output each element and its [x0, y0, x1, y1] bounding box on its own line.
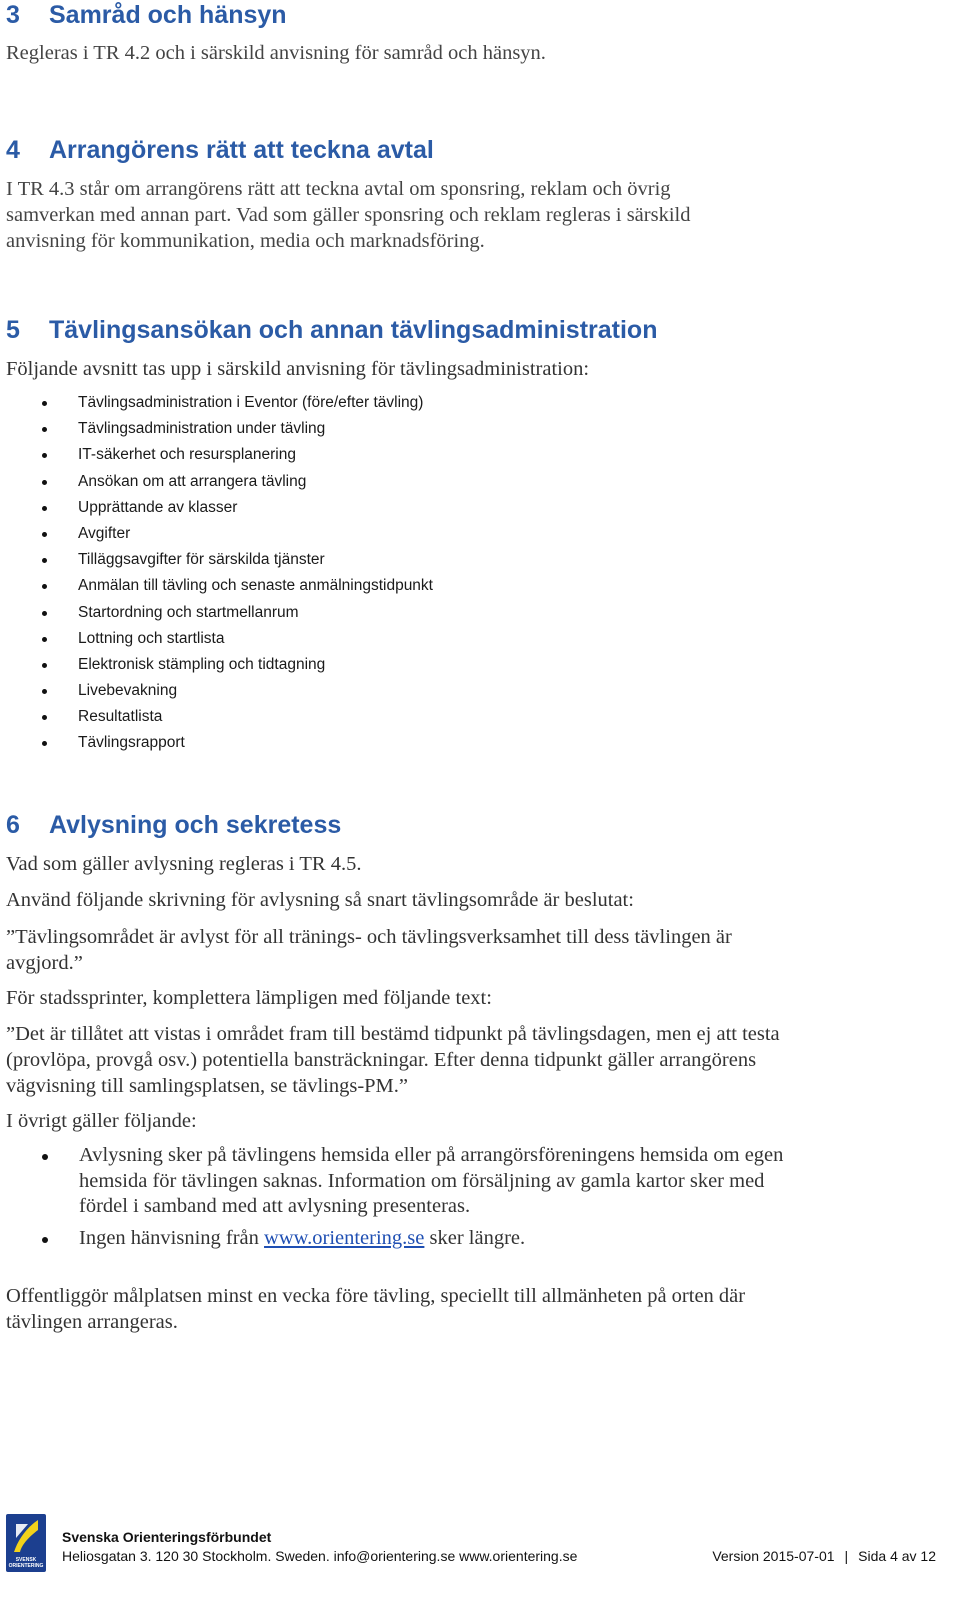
footer-separator: |	[844, 1548, 849, 1564]
list-item: Upprättande av klasser	[0, 495, 433, 521]
section-6-quote-2: ”Det är tillåtet att vistas i området fram till bestämd tidpunkt på tävlingsdagen, men ej att testa (provlöpa, provgå osv.) potentiella bansträckningar. Efter denna tidpunkt gäller arrangörens vägvisning till samlingsplatsen, se tävlings-PM.”	[6, 1023, 780, 1097]
section-6-p5: Offentliggör målplatsen minst en vecka före tävling, speciellt till allmänheten på orten där tävlingen arrangeras.	[6, 1285, 746, 1333]
bullet-icon	[42, 715, 47, 720]
section-6-p4: I övrigt gäller följande:	[6, 1110, 197, 1132]
bullet-icon	[42, 453, 47, 458]
bullet-icon	[42, 637, 47, 642]
list-item: Avlysning sker på tävlingens hemsida eller på arrangörsföreningens hemsida om egen hemsida för tävlingen saknas. Information om försäljning av gamla kartor sker med fördel i samband med att avlysning presenteras.	[0, 1143, 800, 1220]
section-6-p1: Vad som gäller avlysning regleras i TR 4.5.	[6, 853, 362, 875]
section-5-heading	[6, 315, 657, 345]
section-3-heading	[6, 0, 287, 30]
section-title: Avlysning och sekretess	[49, 811, 342, 839]
orienteering-flag-icon	[12, 1518, 40, 1554]
list-item: Tilläggsavgifter för särskilda tjänster	[0, 547, 433, 573]
bullet-icon	[42, 532, 47, 537]
list-item: Tävlingsadministration under tävling	[0, 416, 433, 442]
list-item: Avgifter	[0, 521, 433, 547]
list-item: Resultatlista	[0, 704, 433, 730]
footer-organization: Svenska Orienteringsförbundet	[62, 1529, 272, 1545]
section-6-p3: För stadssprinter, komplettera lämpligen med följande text:	[6, 987, 492, 1009]
bullet-icon	[42, 584, 47, 589]
section-4-body-line-2: samverkan med annan part. Vad som gäller sponsring och reklam regleras i särskild	[6, 204, 691, 226]
section-title: Samråd och hänsyn	[49, 1, 287, 29]
section-number: 5	[6, 316, 20, 344]
orientering-link[interactable]: www.orientering.se	[264, 1226, 425, 1249]
bullet-icon	[42, 506, 47, 511]
section-4-heading	[6, 135, 434, 165]
list-item: Anmälan till tävling och senaste anmälningstidpunkt	[0, 573, 433, 599]
logo-text: SVENSK ORIENTERING	[8, 1557, 44, 1569]
bullet-icon	[42, 689, 47, 694]
section-number: 3	[6, 1, 20, 29]
section-4-body-line-1: I TR 4.3 står om arrangörens rätt att teckna avtal om sponsring, reklam och övrig	[6, 178, 671, 200]
bullet-icon	[42, 1154, 48, 1160]
section-title: Tävlingsansökan och annan tävlingsadministration	[49, 316, 658, 344]
bullet-icon	[42, 611, 47, 616]
section-title: Arrangörens rätt att teckna avtal	[49, 136, 434, 164]
admin-topics-list	[0, 390, 433, 757]
section-5-intro: Följande avsnitt tas upp i särskild anvisning för tävlingsadministration:	[6, 358, 590, 380]
section-number: 4	[6, 136, 20, 164]
list-item: Lottning och startlista	[0, 626, 433, 652]
section-3-body: Regleras i TR 4.2 och i särskild anvisning för samråd och hänsyn.	[6, 42, 546, 64]
section-6-heading	[6, 810, 341, 840]
section-6-quote-1: ”Tävlingsområdet är avlyst för all tränings- och tävlingsverksamhet till dess tävlingen är avgjord.”	[6, 926, 732, 974]
list-item: Elektronisk stämpling och tidtagning	[0, 652, 433, 678]
list-item: Startordning och startmellanrum	[0, 600, 433, 626]
footer-version-page	[712, 1548, 936, 1564]
bullet-icon	[42, 741, 47, 746]
list-item: Ansökan om att arrangera tävling	[0, 469, 433, 495]
svenska-orientering-logo	[6, 1514, 46, 1572]
list-item: Tävlingsrapport	[0, 730, 433, 756]
list-item: Tävlingsadministration i Eventor (före/efter tävling)	[0, 390, 433, 416]
bullet-icon	[42, 480, 47, 485]
bullet-icon	[42, 401, 47, 406]
section-6-p2: Använd följande skrivning för avlysning så snart tävlingsområde är beslutat:	[6, 889, 634, 911]
bullet-icon	[42, 427, 47, 432]
section-4-body-line-3: anvisning för kommunikation, media och marknadsföring.	[6, 230, 485, 252]
cancellation-rules-list	[0, 1143, 800, 1257]
footer-address: Heliosgatan 3. 120 30 Stockholm. Sweden. info@orientering.se www.orientering.se	[62, 1548, 578, 1564]
section-number: 6	[6, 811, 20, 839]
version-label: Version 2015-07-01	[712, 1548, 835, 1564]
list-item: Ingen hänvisning från www.orientering.se sker längre.	[0, 1226, 800, 1252]
page-footer	[0, 1508, 960, 1604]
bullet-icon	[42, 1237, 48, 1243]
list-item: IT-säkerhet och resursplanering	[0, 442, 433, 468]
bullet-icon	[42, 558, 47, 563]
bullet-icon	[42, 663, 47, 668]
page-number: Sida 4 av 12	[858, 1548, 936, 1564]
list-item: Livebevakning	[0, 678, 433, 704]
